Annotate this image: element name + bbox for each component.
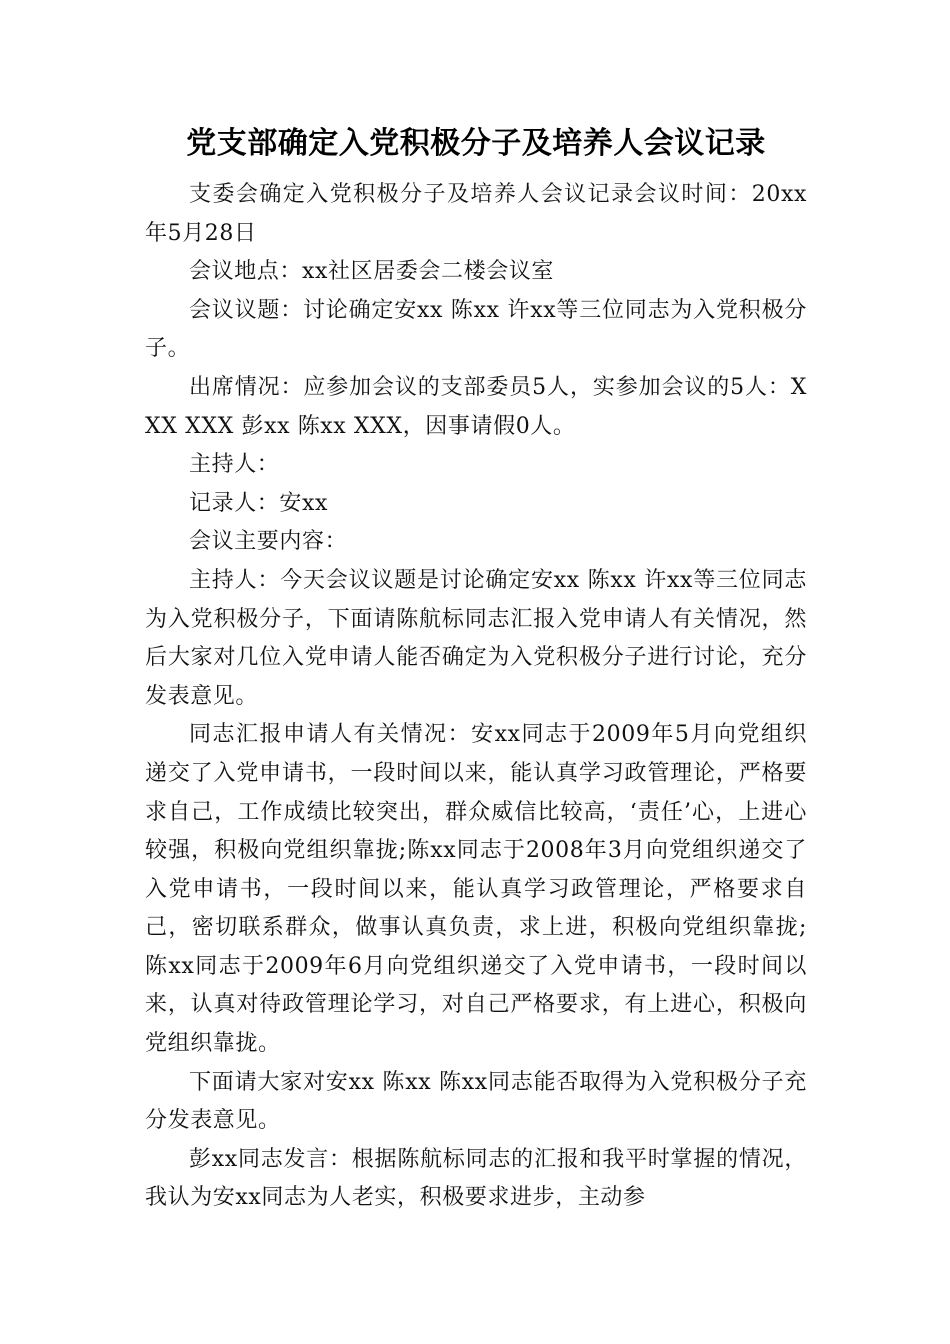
paragraph-meeting-topic: 会议议题：讨论确定安xx 陈xx 许xx等三位同志为入党积极分子。 [145, 297, 807, 362]
paragraph-discussion-request: 下面请大家对安xx 陈xx 陈xx同志能否取得为入党积极分子充分发表意见。 [145, 1069, 807, 1134]
document-title: 党支部确定入党积极分子及培养人会议记录 [186, 126, 766, 161]
paragraph-applicant-report: 同志汇报申请人有关情况：安xx同志于2009年5月向党组织递交了入党申请书，一段时间以来，能认真学习政管理论，严格要求自己，工作成绩比较突出，群众威信比较高，‘责任’心，上进心较强，积极向党组织靠拢;陈xx同志于2008年3月向党组织递交了入党申请书，一段时间以来，能认真学习政管理论，严格要求自己，密切联系群众，做事认真负责，求上进，积极向党组织靠拢;陈xx同志于2009年6月向党组织递交了入党申请书，一段时间以来，认真对待政管理论学习，对自己严格要求，有上进心，积极向党组织靠拢。 [145, 722, 807, 1057]
paragraph-host: 主持人： [189, 452, 280, 478]
paragraph-meeting-time: 支委会确定入党积极分子及培养人会议记录会议时间：20xx年5月28日 [145, 182, 807, 246]
paragraph-recorder: 记录人：安xx [189, 490, 329, 516]
paragraph-meeting-location: 会议地点：xx社区居委会二楼会议室 [189, 259, 555, 285]
paragraph-peng-speech: 彭xx同志发言：根据陈航标同志的汇报和我平时掌握的情况，我认为安xx同志为人老实，积极要求进步，主动参 [145, 1146, 807, 1211]
paragraph-attendance: 出席情况：应参加会议的支部委员5人，实参加会议的5人：XXX XXX 彭xx 陈xx XXX，因事请假0人。 [145, 374, 807, 439]
document-page [145, 118, 807, 1218]
paragraph-host-speech: 主持人：今天会议议题是讨论确定安xx 陈xx 许xx等三位同志为入党积极分子，下面请陈航标同志汇报入党申请人有关情况，然后大家对几位入党申请人能否确定为入党积极分子进行讨论，充分发表意见。 [145, 567, 807, 709]
paragraph-main-content-heading: 会议主要内容： [189, 529, 348, 555]
